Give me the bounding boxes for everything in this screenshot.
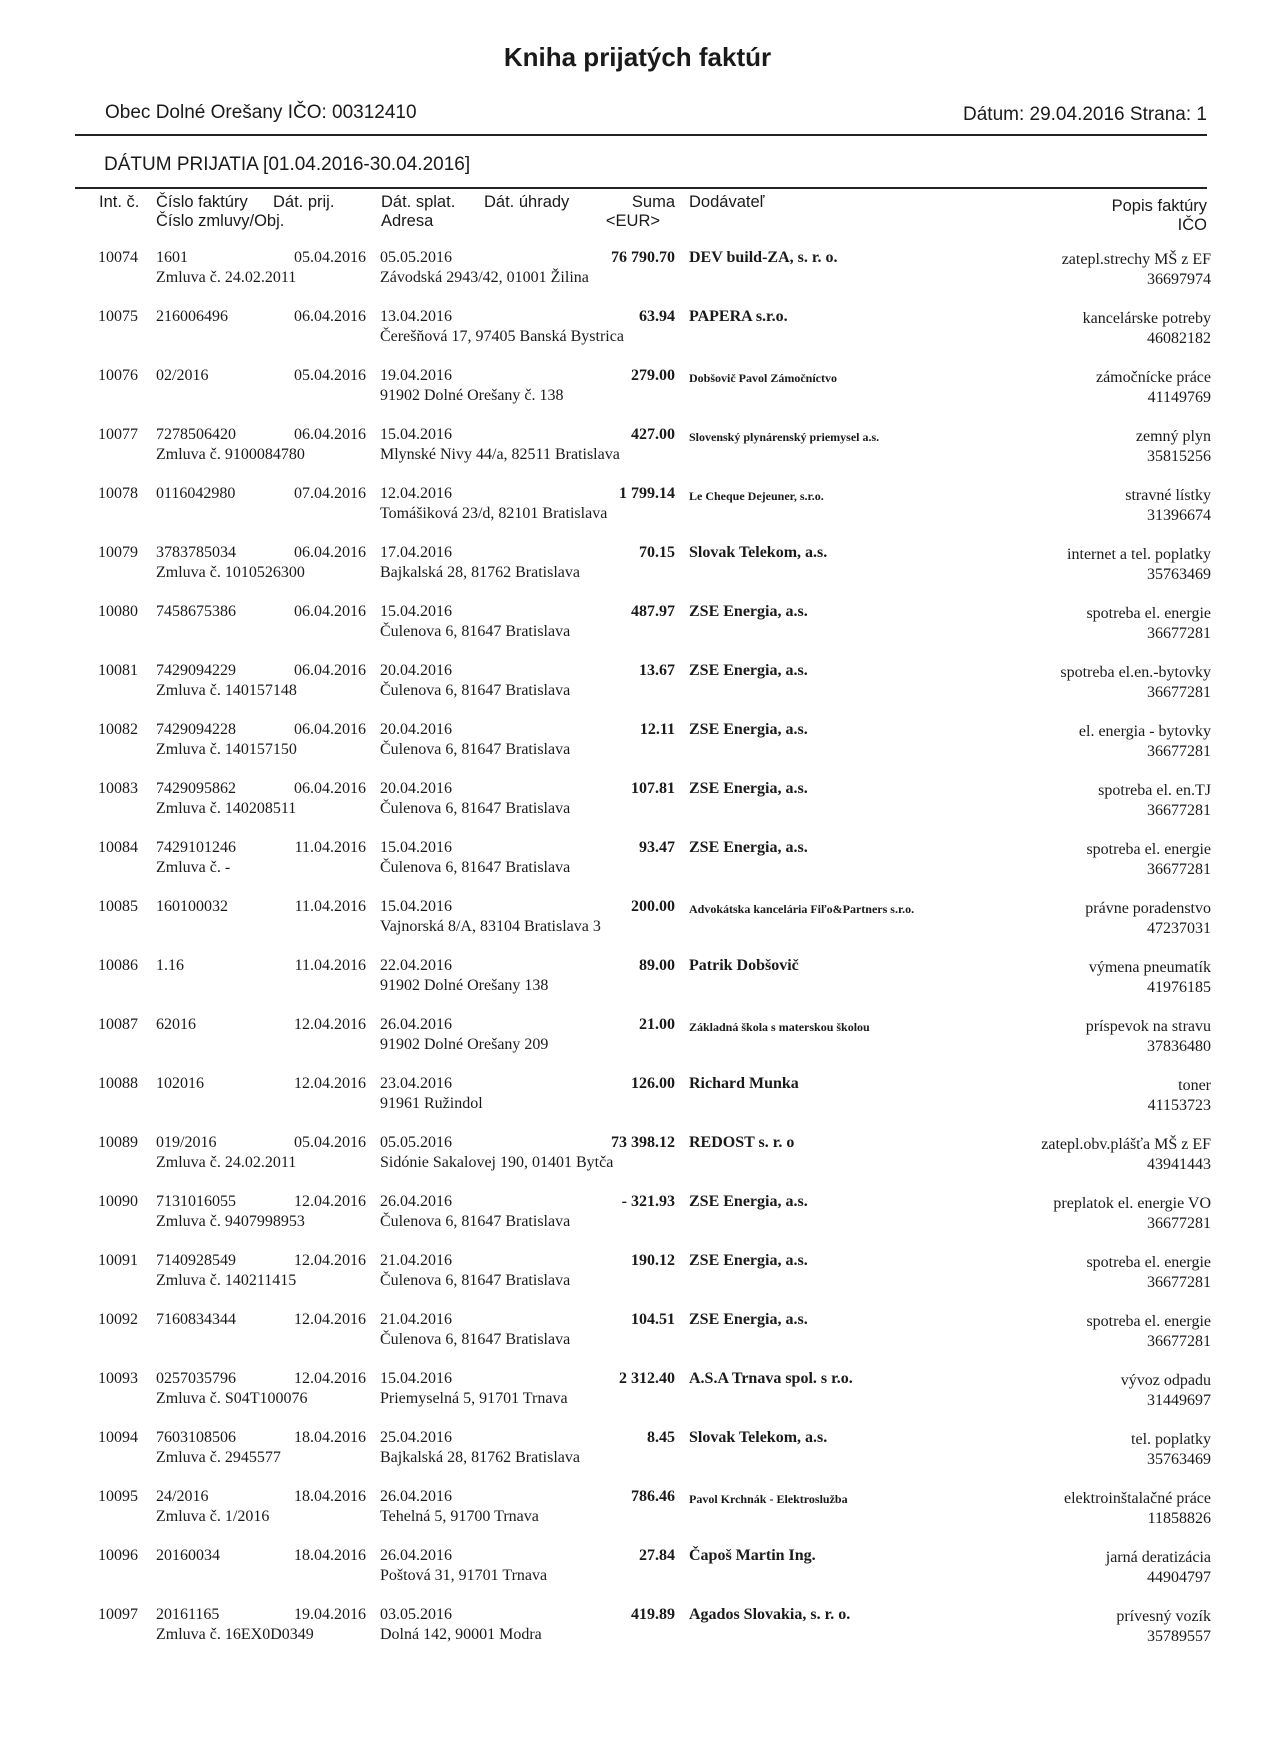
row-address: Poštová 31, 91701 Trnava	[380, 1567, 548, 1584]
col-due-date: Dát. splat.	[381, 193, 456, 211]
row-received-date: 06.04.2016	[294, 780, 366, 797]
row-int-number: 10085	[98, 898, 138, 915]
row-int-number: 10078	[98, 485, 138, 502]
row-due-date: 20.04.2016	[380, 662, 452, 679]
row-invoice-number: 102016	[156, 1075, 204, 1092]
row-invoice-number: 7603108506	[156, 1429, 236, 1446]
row-ico: 36677281	[1147, 1215, 1211, 1232]
row-supplier: Patrik Dobšovič	[689, 957, 799, 974]
table-row	[0, 1015, 1275, 1074]
row-due-date: 13.04.2016	[380, 308, 452, 325]
row-sum: 76 790.70	[611, 249, 675, 266]
row-contract-number: Zmluva č. 16EX0D0349	[156, 1626, 314, 1643]
row-description: zámočnícke práce	[1095, 369, 1211, 386]
row-ico: 36677281	[1147, 1274, 1211, 1291]
row-due-date: 25.04.2016	[380, 1429, 452, 1446]
row-due-date: 19.04.2016	[380, 367, 452, 384]
row-sum: 89.00	[639, 957, 675, 974]
row-description: spotreba el. energie	[1086, 1254, 1211, 1271]
row-supplier: ZSE Energia, a.s.	[689, 1311, 808, 1328]
row-supplier: ZSE Energia, a.s.	[689, 780, 808, 797]
row-address: 91961 Ružindol	[380, 1095, 483, 1112]
row-due-date: 26.04.2016	[380, 1488, 452, 1505]
row-due-date: 17.04.2016	[380, 544, 452, 561]
row-sum: 487.97	[631, 603, 675, 620]
date-page-info: Dátum: 29.04.2016 Strana: 1	[963, 104, 1207, 125]
row-int-number: 10075	[98, 308, 138, 325]
row-sum: 104.51	[631, 1311, 675, 1328]
row-address: Tehelná 5, 91700 Trnava	[380, 1508, 539, 1525]
table-row	[0, 366, 1275, 425]
row-received-date: 11.04.2016	[294, 898, 366, 915]
row-invoice-number: 1.16	[156, 957, 184, 974]
table-row	[0, 307, 1275, 366]
row-received-date: 12.04.2016	[294, 1252, 366, 1269]
row-sum: 190.12	[631, 1252, 675, 1269]
row-due-date: 15.04.2016	[380, 426, 452, 443]
row-address: Čulenova 6, 81647 Bratislava	[380, 1331, 571, 1348]
row-address: Čulenova 6, 81647 Bratislava	[380, 859, 571, 876]
row-received-date: 11.04.2016	[294, 839, 366, 856]
row-description: tel. poplatky	[1131, 1431, 1211, 1448]
row-due-date: 15.04.2016	[380, 839, 452, 856]
row-int-number: 10086	[98, 957, 138, 974]
row-supplier: Slovak Telekom, a.s.	[689, 1429, 828, 1446]
row-ico: 43941443	[1147, 1156, 1211, 1173]
row-address: Závodská 2943/42, 01001 Žilina	[380, 269, 589, 286]
table-row	[0, 779, 1275, 838]
row-ico: 35789557	[1147, 1628, 1211, 1645]
row-ico: 31449697	[1147, 1392, 1211, 1409]
col-payment-date: Dát. úhrady	[484, 193, 570, 211]
row-description: príspevok na stravu	[1085, 1018, 1211, 1035]
section-divider	[75, 187, 1207, 189]
row-invoice-number: 7278506420	[156, 426, 236, 443]
col-supplier: Dodávateľ	[689, 193, 765, 211]
table-row	[0, 661, 1275, 720]
row-received-date: 12.04.2016	[294, 1311, 366, 1328]
row-ico: 36697974	[1147, 271, 1211, 288]
row-supplier: A.S.A Trnava spol. s r.o.	[689, 1370, 853, 1387]
row-int-number: 10093	[98, 1370, 138, 1387]
row-received-date: 12.04.2016	[294, 1016, 366, 1033]
row-int-number: 10088	[98, 1075, 138, 1092]
row-supplier: Základná škola s materskou školou	[689, 1020, 870, 1034]
row-due-date: 05.05.2016	[380, 249, 452, 266]
row-invoice-number: 0257035796	[156, 1370, 236, 1387]
row-received-date: 06.04.2016	[294, 721, 366, 738]
row-ico: 36677281	[1147, 743, 1211, 760]
row-supplier: REDOST s. r. o	[689, 1134, 795, 1151]
row-int-number: 10097	[98, 1606, 138, 1623]
row-sum: 200.00	[631, 898, 675, 915]
row-received-date: 06.04.2016	[294, 308, 366, 325]
row-contract-number: Zmluva č. 140208511	[156, 800, 297, 817]
header-divider	[75, 134, 1207, 136]
row-description: el. energia - bytovky	[1078, 723, 1211, 740]
row-received-date: 06.04.2016	[294, 544, 366, 561]
row-description: zemný plyn	[1135, 428, 1211, 445]
row-ico: 36677281	[1147, 802, 1211, 819]
row-received-date: 12.04.2016	[294, 1075, 366, 1092]
row-sum: - 321.93	[621, 1193, 675, 1210]
row-invoice-number: 7160834344	[156, 1311, 236, 1328]
row-due-date: 15.04.2016	[380, 898, 452, 915]
row-supplier: ZSE Energia, a.s.	[689, 603, 808, 620]
row-contract-number: Zmluva č. 140157148	[156, 682, 297, 699]
col-received-date: Dát. prij.	[273, 193, 335, 211]
row-ico: 31396674	[1147, 507, 1211, 524]
row-ico: 44904797	[1147, 1569, 1211, 1586]
row-int-number: 10094	[98, 1429, 138, 1446]
row-description: jarná deratizácia	[1105, 1549, 1211, 1566]
row-due-date: 05.05.2016	[380, 1134, 452, 1151]
row-ico: 47237031	[1147, 920, 1211, 937]
date-range: DÁTUM PRIJATIA [01.04.2016-30.04.2016]	[104, 154, 471, 175]
row-contract-number: Zmluva č. 9100084780	[156, 446, 305, 463]
row-received-date: 06.04.2016	[294, 603, 366, 620]
table-row	[0, 543, 1275, 602]
row-int-number: 10087	[98, 1016, 138, 1033]
table-row	[0, 1251, 1275, 1310]
row-due-date: 15.04.2016	[380, 1370, 452, 1387]
table-row	[0, 484, 1275, 543]
col-ico: IČO	[1177, 216, 1207, 234]
row-contract-number: Zmluva č. 1010526300	[156, 564, 305, 581]
row-invoice-number: 7429094228	[156, 721, 236, 738]
row-supplier: Slovenský plynárenský priemysel a.s.	[689, 430, 880, 444]
row-sum: 1 799.14	[619, 485, 675, 502]
table-row	[0, 1192, 1275, 1251]
row-int-number: 10084	[98, 839, 138, 856]
row-int-number: 10089	[98, 1134, 138, 1151]
col-address: Adresa	[381, 212, 434, 230]
row-invoice-number: 7458675386	[156, 603, 236, 620]
row-sum: 93.47	[639, 839, 675, 856]
table-row	[0, 425, 1275, 484]
row-address: Čerešňová 17, 97405 Banská Bystrica	[380, 328, 624, 345]
row-sum: 107.81	[631, 780, 675, 797]
row-sum: 21.00	[639, 1016, 675, 1033]
table-row	[0, 1310, 1275, 1369]
row-description: preplatok el. energie VO	[1053, 1195, 1211, 1212]
row-supplier: Slovak Telekom, a.s.	[689, 544, 828, 561]
row-due-date: 21.04.2016	[380, 1252, 452, 1269]
row-sum: 2 312.40	[619, 1370, 675, 1387]
row-description: právne poradenstvo	[1085, 900, 1211, 917]
row-received-date: 12.04.2016	[294, 1370, 366, 1387]
table-row	[0, 1428, 1275, 1487]
row-received-date: 18.04.2016	[294, 1429, 366, 1446]
col-description: Popis faktúry	[1111, 197, 1207, 215]
table-row	[0, 1487, 1275, 1546]
row-received-date: 05.04.2016	[294, 1134, 366, 1151]
invoice-table-body	[0, 248, 1275, 1664]
row-description: spotreba el. en.TJ	[1098, 782, 1211, 799]
row-int-number: 10083	[98, 780, 138, 797]
row-invoice-number: 02/2016	[156, 367, 209, 384]
row-supplier: Agados Slovakia, s. r. o.	[689, 1606, 851, 1623]
row-received-date: 05.04.2016	[294, 367, 366, 384]
row-supplier: Čapoš Martin Ing.	[689, 1547, 816, 1564]
row-int-number: 10079	[98, 544, 138, 561]
page-title: Kniha prijatých faktúr	[503, 42, 772, 72]
row-supplier: ZSE Energia, a.s.	[689, 1252, 808, 1269]
row-contract-number: Zmluva č. 140211415	[156, 1272, 297, 1289]
col-sum: Suma	[631, 193, 675, 211]
table-row	[0, 897, 1275, 956]
row-description: spotreba el. energie	[1086, 605, 1211, 622]
row-description: vývoz odpadu	[1120, 1372, 1211, 1389]
row-sum: 126.00	[631, 1075, 675, 1092]
row-ico: 35763469	[1147, 566, 1211, 583]
row-address: Čulenova 6, 81647 Bratislava	[380, 623, 571, 640]
row-ico: 36677281	[1147, 861, 1211, 878]
row-ico: 41149769	[1147, 389, 1211, 406]
row-int-number: 10092	[98, 1311, 138, 1328]
row-received-date: 19.04.2016	[294, 1606, 366, 1623]
row-sum: 8.45	[647, 1429, 675, 1446]
table-row	[0, 956, 1275, 1015]
row-int-number: 10095	[98, 1488, 138, 1505]
row-contract-number: Zmluva č. 140157150	[156, 741, 297, 758]
row-due-date: 21.04.2016	[380, 1311, 452, 1328]
row-invoice-number: 7429095862	[156, 780, 236, 797]
row-int-number: 10077	[98, 426, 138, 443]
row-invoice-number: 24/2016	[156, 1488, 209, 1505]
row-due-date: 23.04.2016	[380, 1075, 452, 1092]
row-address: Čulenova 6, 81647 Bratislava	[380, 741, 571, 758]
row-invoice-number: 20161165	[156, 1606, 220, 1623]
row-address: Priemyselná 5, 91701 Trnava	[380, 1390, 568, 1407]
row-description: internet a tel. poplatky	[1067, 546, 1211, 563]
row-due-date: 26.04.2016	[380, 1547, 452, 1564]
row-due-date: 03.05.2016	[380, 1606, 452, 1623]
table-row	[0, 838, 1275, 897]
row-description: toner	[1178, 1077, 1211, 1094]
row-sum: 73 398.12	[611, 1134, 675, 1151]
row-address: Bajkalská 28, 81762 Bratislava	[380, 564, 580, 581]
row-received-date: 18.04.2016	[294, 1547, 366, 1564]
row-due-date: 12.04.2016	[380, 485, 452, 502]
row-description: spotreba el. energie	[1086, 1313, 1211, 1330]
row-due-date: 26.04.2016	[380, 1193, 452, 1210]
row-description: stravné lístky	[1125, 487, 1211, 504]
row-description: zatepl.strechy MŠ z EF	[1061, 251, 1211, 268]
row-due-date: 20.04.2016	[380, 721, 452, 738]
row-ico: 37836480	[1147, 1038, 1211, 1055]
col-invoice-number: Číslo faktúry	[156, 193, 248, 211]
row-address: Tomášiková 23/d, 82101 Bratislava	[380, 505, 608, 522]
row-ico: 46082182	[1147, 330, 1211, 347]
row-supplier: Richard Munka	[689, 1075, 799, 1092]
row-due-date: 22.04.2016	[380, 957, 452, 974]
row-ico: 36677281	[1147, 625, 1211, 642]
row-invoice-number: 019/2016	[156, 1134, 217, 1151]
row-sum: 279.00	[631, 367, 675, 384]
table-row	[0, 602, 1275, 661]
row-address: Dolná 142, 90001 Modra	[380, 1626, 542, 1643]
table-row	[0, 1074, 1275, 1133]
organization-info: Obec Dolné Orešany IČO: 00312410	[105, 102, 417, 123]
row-due-date: 26.04.2016	[380, 1016, 452, 1033]
row-ico: 35763469	[1147, 1451, 1211, 1468]
row-int-number: 10091	[98, 1252, 138, 1269]
row-sum: 12.11	[639, 721, 675, 738]
row-address: Bajkalská 28, 81762 Bratislava	[380, 1449, 580, 1466]
row-sum: 419.89	[631, 1606, 675, 1623]
row-description: spotreba el. energie	[1086, 841, 1211, 858]
row-invoice-number: 7429094229	[156, 662, 236, 679]
row-contract-number: Zmluva č. 2945577	[156, 1449, 281, 1466]
row-ico: 41153723	[1147, 1097, 1211, 1114]
table-row	[0, 720, 1275, 779]
row-sum: 427.00	[631, 426, 675, 443]
row-ico: 11858826	[1147, 1510, 1211, 1527]
row-supplier: ZSE Energia, a.s.	[689, 1193, 808, 1210]
row-invoice-number: 1601	[156, 249, 188, 266]
row-supplier: Pavol Krchnák - Elektroslužba	[689, 1492, 848, 1506]
row-address: Čulenova 6, 81647 Bratislava	[380, 800, 571, 817]
row-invoice-number: 0116042980	[156, 485, 236, 502]
row-ico: 41976185	[1147, 979, 1211, 996]
row-due-date: 20.04.2016	[380, 780, 452, 797]
row-address: 91902 Dolné Orešany č. 138	[380, 387, 564, 404]
row-int-number: 10096	[98, 1547, 138, 1564]
row-description: prívesný vozík	[1116, 1608, 1211, 1625]
row-sum: 27.84	[639, 1547, 675, 1564]
col-contract-number: Číslo zmluvy/Obj.	[156, 212, 285, 230]
row-description: spotreba el.en.-bytovky	[1060, 664, 1211, 681]
row-sum: 786.46	[631, 1488, 675, 1505]
row-invoice-number: 7140928549	[156, 1252, 236, 1269]
row-int-number: 10074	[98, 249, 138, 266]
row-ico: 36677281	[1147, 684, 1211, 701]
table-row	[0, 1605, 1275, 1664]
row-due-date: 15.04.2016	[380, 603, 452, 620]
row-address: 91902 Dolné Orešany 138	[380, 977, 549, 994]
row-contract-number: Zmluva č. 24.02.2011	[156, 269, 297, 286]
row-contract-number: Zmluva č. -	[156, 859, 231, 876]
row-int-number: 10081	[98, 662, 138, 679]
row-invoice-number: 62016	[156, 1016, 196, 1033]
row-supplier: ZSE Energia, a.s.	[689, 721, 808, 738]
row-received-date: 18.04.2016	[294, 1488, 366, 1505]
row-address: 91902 Dolné Orešany 209	[380, 1036, 549, 1053]
row-int-number: 10076	[98, 367, 138, 384]
row-address: Čulenova 6, 81647 Bratislava	[380, 1272, 571, 1289]
row-received-date: 06.04.2016	[294, 662, 366, 679]
table-row	[0, 1369, 1275, 1428]
row-contract-number: Zmluva č. 1/2016	[156, 1508, 270, 1525]
row-contract-number: Zmluva č. 9407998953	[156, 1213, 305, 1230]
row-address: Sidónie Sakalovej 190, 01401 Bytča	[380, 1154, 614, 1171]
row-supplier: Dobšovič Pavol Zámočníctvo	[689, 371, 837, 385]
row-address: Mlynské Nivy 44/a, 82511 Bratislava	[380, 446, 620, 463]
row-received-date: 07.04.2016	[294, 485, 366, 502]
row-sum: 63.94	[639, 308, 675, 325]
row-contract-number: Zmluva č. 24.02.2011	[156, 1154, 297, 1171]
row-received-date: 12.04.2016	[294, 1193, 366, 1210]
row-supplier: ZSE Energia, a.s.	[689, 839, 808, 856]
row-supplier: DEV build-ZA, s. r. o.	[689, 249, 838, 266]
row-address: Vajnorská 8/A, 83104 Bratislava 3	[380, 918, 601, 935]
row-description: výmena pneumatík	[1088, 959, 1211, 976]
col-currency: <EUR>	[605, 212, 660, 230]
row-description: kancelárske potreby	[1082, 310, 1211, 327]
row-sum: 13.67	[639, 662, 675, 679]
row-invoice-number: 7131016055	[156, 1193, 236, 1210]
row-contract-number: Zmluva č. S04T100076	[156, 1390, 308, 1407]
row-description: elektroinštalačné práce	[1063, 1490, 1211, 1507]
row-invoice-number: 216006496	[156, 308, 228, 325]
table-row	[0, 1546, 1275, 1605]
row-int-number: 10090	[98, 1193, 138, 1210]
row-supplier: PAPERA s.r.o.	[689, 308, 788, 325]
table-row	[0, 248, 1275, 307]
row-invoice-number: 3783785034	[156, 544, 236, 561]
row-int-number: 10082	[98, 721, 138, 738]
row-ico: 36677281	[1147, 1333, 1211, 1350]
row-address: Čulenova 6, 81647 Bratislava	[380, 1213, 571, 1230]
row-supplier: ZSE Energia, a.s.	[689, 662, 808, 679]
row-supplier: Le Cheque Dejeuner, s.r.o.	[689, 489, 824, 503]
row-int-number: 10080	[98, 603, 138, 620]
row-received-date: 11.04.2016	[294, 957, 366, 974]
col-int: Int. č.	[99, 193, 140, 211]
table-row	[0, 1133, 1275, 1192]
row-invoice-number: 20160034	[156, 1547, 220, 1564]
row-invoice-number: 160100032	[156, 898, 228, 915]
row-received-date: 06.04.2016	[294, 426, 366, 443]
row-ico: 35815256	[1147, 448, 1211, 465]
row-address: Čulenova 6, 81647 Bratislava	[380, 682, 571, 699]
row-sum: 70.15	[639, 544, 675, 561]
row-received-date: 05.04.2016	[294, 249, 366, 266]
row-description: zatepl.obv.plášťa MŠ z EF	[1041, 1136, 1211, 1153]
row-invoice-number: 7429101246	[156, 839, 236, 856]
row-supplier: Advokátska kancelária Fiľo&Partners s.r.o.	[689, 902, 915, 916]
